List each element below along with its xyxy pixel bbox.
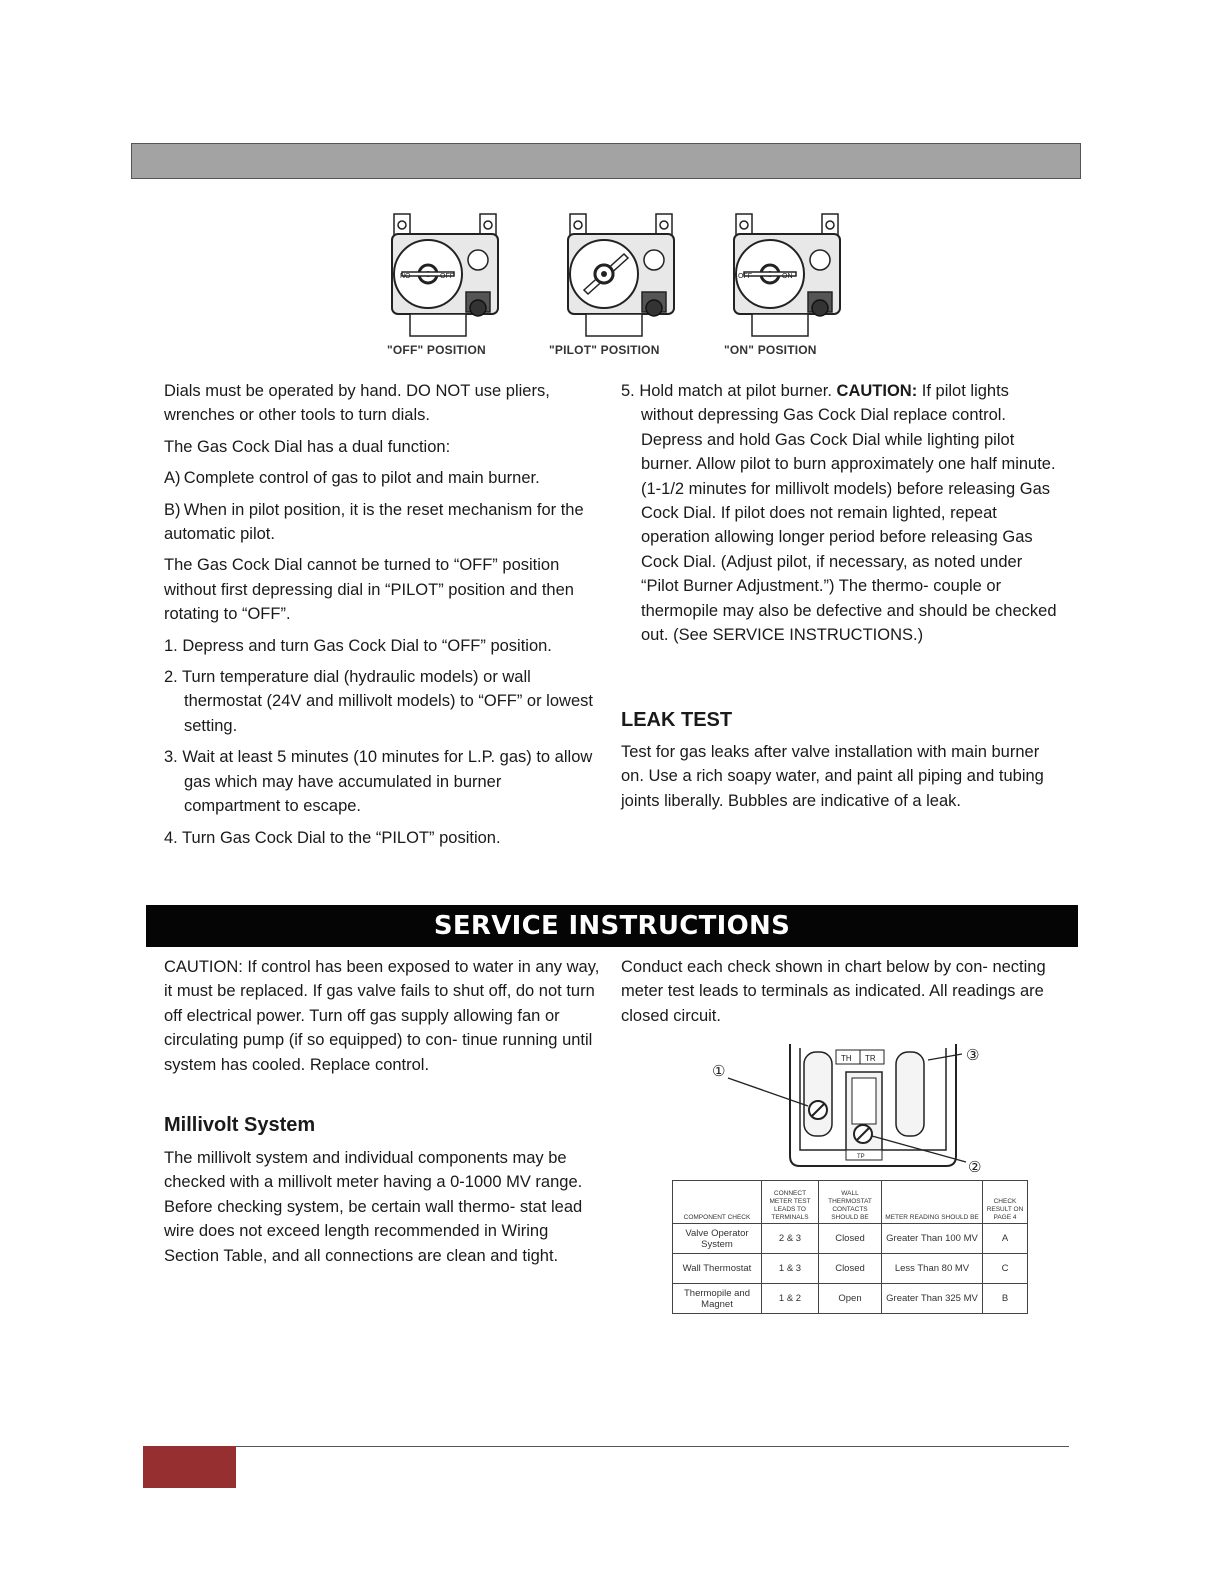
table-cell: Greater Than 100 MV xyxy=(882,1224,983,1254)
valve-off-left-label: NO xyxy=(400,273,411,280)
table-row xyxy=(673,1224,1028,1254)
check-table xyxy=(672,1180,1028,1314)
valve-on-right-label: ON xyxy=(782,273,793,280)
step-5-lead: 5. Hold match at pilot burner. xyxy=(621,382,832,400)
callout-3: ③ xyxy=(966,1046,980,1064)
table-cell: Less Than 80 MV xyxy=(882,1254,983,1284)
dials-warning: Dials must be operated by hand. DO NOT use pliers, wrenches or other tools to turn dials. xyxy=(164,382,550,425)
table-cell: Closed xyxy=(819,1254,882,1284)
valve-pilot-figure xyxy=(568,214,674,336)
caption-on-position: "ON" POSITION xyxy=(724,343,817,357)
footer-accent-block xyxy=(143,1446,236,1488)
dual-function-a: A) Complete control of gas to pilot and main burner. xyxy=(164,469,540,488)
check-table-wrapper xyxy=(672,1180,1028,1314)
header-connect-leads: CONNECT METER TEST LEADS TO TERMINALS xyxy=(762,1181,819,1224)
terminal-diagram xyxy=(700,1038,1000,1178)
callout-2: ② xyxy=(968,1158,982,1176)
service-caution: CAUTION: If control has been exposed to water in any way, it must be replaced. If gas valve fails to shut off, do not turn off electrical power. Turn off gas supply allowing fan or circulating pump (if so equipped) to con- tinue running until system has cooled. Replace control. xyxy=(164,958,600,1074)
table-cell: C xyxy=(983,1254,1028,1284)
callout-1: ① xyxy=(712,1062,726,1080)
lighting-instructions-left xyxy=(164,379,598,857)
valve-on-left-label: OFF xyxy=(738,273,752,280)
dual-function-b: B) When in pilot position, it is the reset mechanism for the automatic pilot. xyxy=(164,500,584,544)
terminal-th-label: TH xyxy=(841,1054,852,1063)
conduct-check-text: Conduct each check shown in chart below by con- necting meter test leads to terminals as indicated. All readings are closed circuit. xyxy=(621,958,1046,1025)
table-row xyxy=(673,1284,1028,1314)
table-cell: Greater Than 325 MV xyxy=(882,1284,983,1314)
millivolt-system-heading: Millivolt System xyxy=(164,1114,316,1136)
leak-test-heading: LEAK TEST xyxy=(621,709,733,731)
step-5-text: If pilot lights without depressing Gas Cock Dial replace control. Depress and hold Gas Cock Dial while lighting pilot burner. Allow pilot to burn approximately one half minute. (1-1/2 minutes for millivolt models) before releasing Gas Cock Dial. If pilot does not remain lighted, repeat operation allowing longer period before releasing Gas Cock Dial. (Adjust pilot, if necessary, as noted under “Pilot Burner Adjustment.”) The thermo- couple or thermopile may also be defective and should be checked out. (See SERVICE INSTRUCTIONS.) xyxy=(641,382,1057,645)
table-cell: 2 & 3 xyxy=(762,1224,819,1254)
valve-off-right-label: OFF xyxy=(440,273,454,280)
valve-off-figure xyxy=(392,214,498,336)
leak-test-text: Test for gas leaks after valve installation with main burner on. Use a rich soapy water, and paint all piping and tubing joints liberally. Bubbles are indicative of a leak. xyxy=(621,743,1044,810)
table-cell: Closed xyxy=(819,1224,882,1254)
step-2: 2. Turn temperature dial (hydraulic models) or wall thermostat (24V and millivolt models) to “OFF” or lowest setting. xyxy=(164,668,593,735)
caption-off-position: "OFF" POSITION xyxy=(387,343,486,357)
lighting-instructions-right xyxy=(621,379,1061,654)
terminal-diagram-svg xyxy=(700,1038,1000,1178)
table-cell: 1 & 2 xyxy=(762,1284,819,1314)
dual-function-intro: The Gas Cock Dial has a dual function: xyxy=(164,437,451,456)
step-4: 4. Turn Gas Cock Dial to the “PILOT” position. xyxy=(164,828,501,847)
caption-pilot-position: "PILOT" POSITION xyxy=(549,343,660,357)
table-cell: Valve Operator System xyxy=(673,1224,762,1254)
terminal-tr-label: TR xyxy=(865,1054,876,1063)
header-component-check: COMPONENT CHECK xyxy=(673,1181,762,1224)
step-5-caution: CAUTION: xyxy=(836,382,918,400)
service-instructions-heading: SERVICE INSTRUCTIONS xyxy=(146,905,1078,947)
table-cell: Open xyxy=(819,1284,882,1314)
table-cell: 1 & 3 xyxy=(762,1254,819,1284)
table-cell: Thermopile and Magnet xyxy=(673,1284,762,1314)
terminal-tp-label: TP xyxy=(857,1154,865,1160)
section-header-bar xyxy=(131,143,1081,179)
step-1: 1. Depress and turn Gas Cock Dial to “OFF” position. xyxy=(164,636,552,655)
table-row xyxy=(673,1254,1028,1284)
footer-rule xyxy=(143,1446,1069,1447)
table-cell: A xyxy=(983,1224,1028,1254)
header-thermostat-contacts: WALL THERMOSTAT CONTACTS SHOULD BE xyxy=(819,1181,882,1224)
step-3: 3. Wait at least 5 minutes (10 minutes for L.P. gas) to allow gas which may have accumulated in burner compartment to escape. xyxy=(164,748,593,816)
check-table-header xyxy=(673,1181,1028,1224)
valve-on-figure xyxy=(734,214,840,336)
off-position-note: The Gas Cock Dial cannot be turned to “OFF” position without first depressing dial in “PILOT” position and then rotating to “OFF”. xyxy=(164,556,574,624)
step-5 xyxy=(621,379,1061,647)
header-check-result: CHECK RESULT ON PAGE 4 xyxy=(983,1181,1028,1224)
table-cell: B xyxy=(983,1284,1028,1314)
table-cell: Wall Thermostat xyxy=(673,1254,762,1284)
millivolt-system-text: The millivolt system and individual components may be checked with a millivolt meter having a 0-1000 MV range. Before checking system, be certain wall thermo- stat lead wire does not exceed length recommended in Wiring Section Table, and all connections are clean and tight. xyxy=(164,1149,583,1265)
header-meter-reading: METER READING SHOULD BE xyxy=(882,1181,983,1224)
